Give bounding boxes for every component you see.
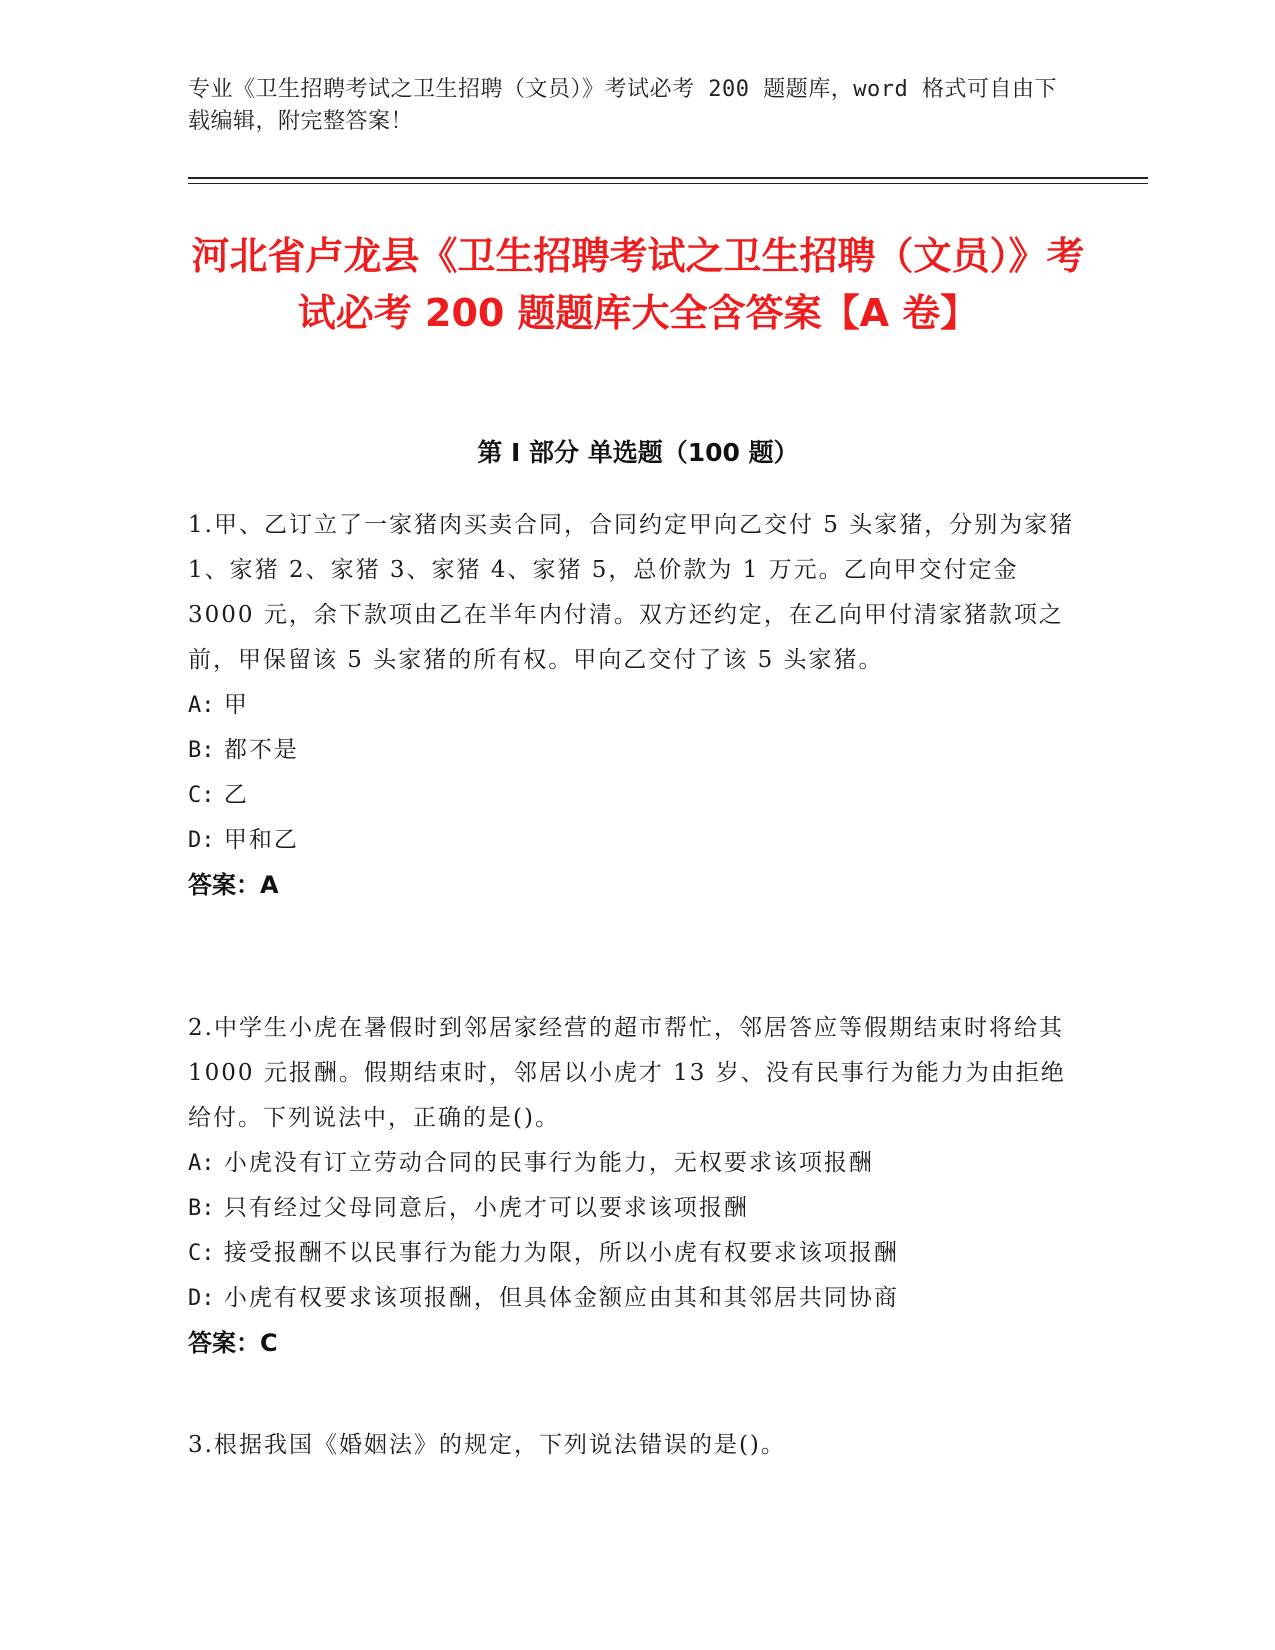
option-letter: B:	[188, 738, 215, 763]
option-d	[188, 1276, 1078, 1321]
option-letter: A:	[188, 1151, 215, 1176]
option-b	[188, 1186, 1078, 1231]
option-text: 接受报酬不以民事行为能力为限，所以小虎有权要求该项报酬	[223, 1240, 899, 1266]
option-text: 甲	[223, 692, 249, 718]
option-letter: B:	[188, 1196, 215, 1221]
option-b	[188, 728, 1078, 773]
header-note: 专业《卫生招聘考试之卫生招聘（文员）》考试必考 200 题题库，word 格式可自由下载编辑，附完整答案！	[188, 77, 1057, 134]
question-stem: 2.中学生小虎在暑假时到邻居家经营的超市帮忙，邻居答应等假期结束时将给其 1000 元报酬。假期结束时，邻居以小虎才 13 岁、没有民事行为能力为由拒绝给付。下列说法中，正确的是()。	[188, 1015, 1066, 1131]
option-letter: D:	[188, 828, 215, 853]
option-letter: C:	[188, 1241, 215, 1266]
option-text: 乙	[223, 782, 249, 808]
option-text: 甲和乙	[223, 827, 299, 853]
answer: 答案：A	[188, 871, 279, 899]
option-text: 小虎没有订立劳动合同的民事行为能力，无权要求该项报酬	[223, 1150, 874, 1176]
option-c	[188, 1231, 1078, 1276]
option-text: 都不是	[223, 737, 299, 763]
document-title: 河北省卢龙县《卫生招聘考试之卫生招聘（文员）》考试必考 200 题题库大全含答案【A 卷】	[191, 234, 1085, 335]
option-c	[188, 773, 1078, 818]
option-text: 只有经过父母同意后，小虎才可以要求该项报酬	[223, 1195, 749, 1221]
question-2	[188, 1006, 1078, 1366]
option-letter: C:	[188, 783, 215, 808]
option-text: 小虎有权要求该项报酬，但具体金额应由其和其邻居共同协商	[223, 1285, 899, 1311]
question-3	[188, 1423, 1078, 1468]
header-divider-thick	[188, 177, 1148, 179]
option-letter: A:	[188, 693, 215, 718]
option-a	[188, 1141, 1078, 1186]
section-title: 第 I 部分 单选题（100 题）	[477, 438, 799, 467]
option-d	[188, 818, 1078, 863]
answer: 答案：C	[188, 1329, 278, 1357]
question-1	[188, 503, 1078, 908]
question-stem: 3.根据我国《婚姻法》的规定，下列说法错误的是()。	[188, 1432, 786, 1458]
header-divider-thin	[188, 183, 1148, 184]
option-letter: D:	[188, 1286, 215, 1311]
question-stem: 1.甲、乙订立了一家猪肉买卖合同，合同约定甲向乙交付 5 头家猪，分别为家猪 1、家猪 2、家猪 3、家猪 4、家猪 5，总价款为 1 万元。乙向甲交付定金 3000 元，余下款项由乙在半年内付清。双方还约定，在乙向甲付清家猪款项之前，甲保留该 5 头家猪的所有权。甲向乙交付了该 5 头家猪。	[188, 512, 1075, 673]
option-a	[188, 683, 1078, 728]
